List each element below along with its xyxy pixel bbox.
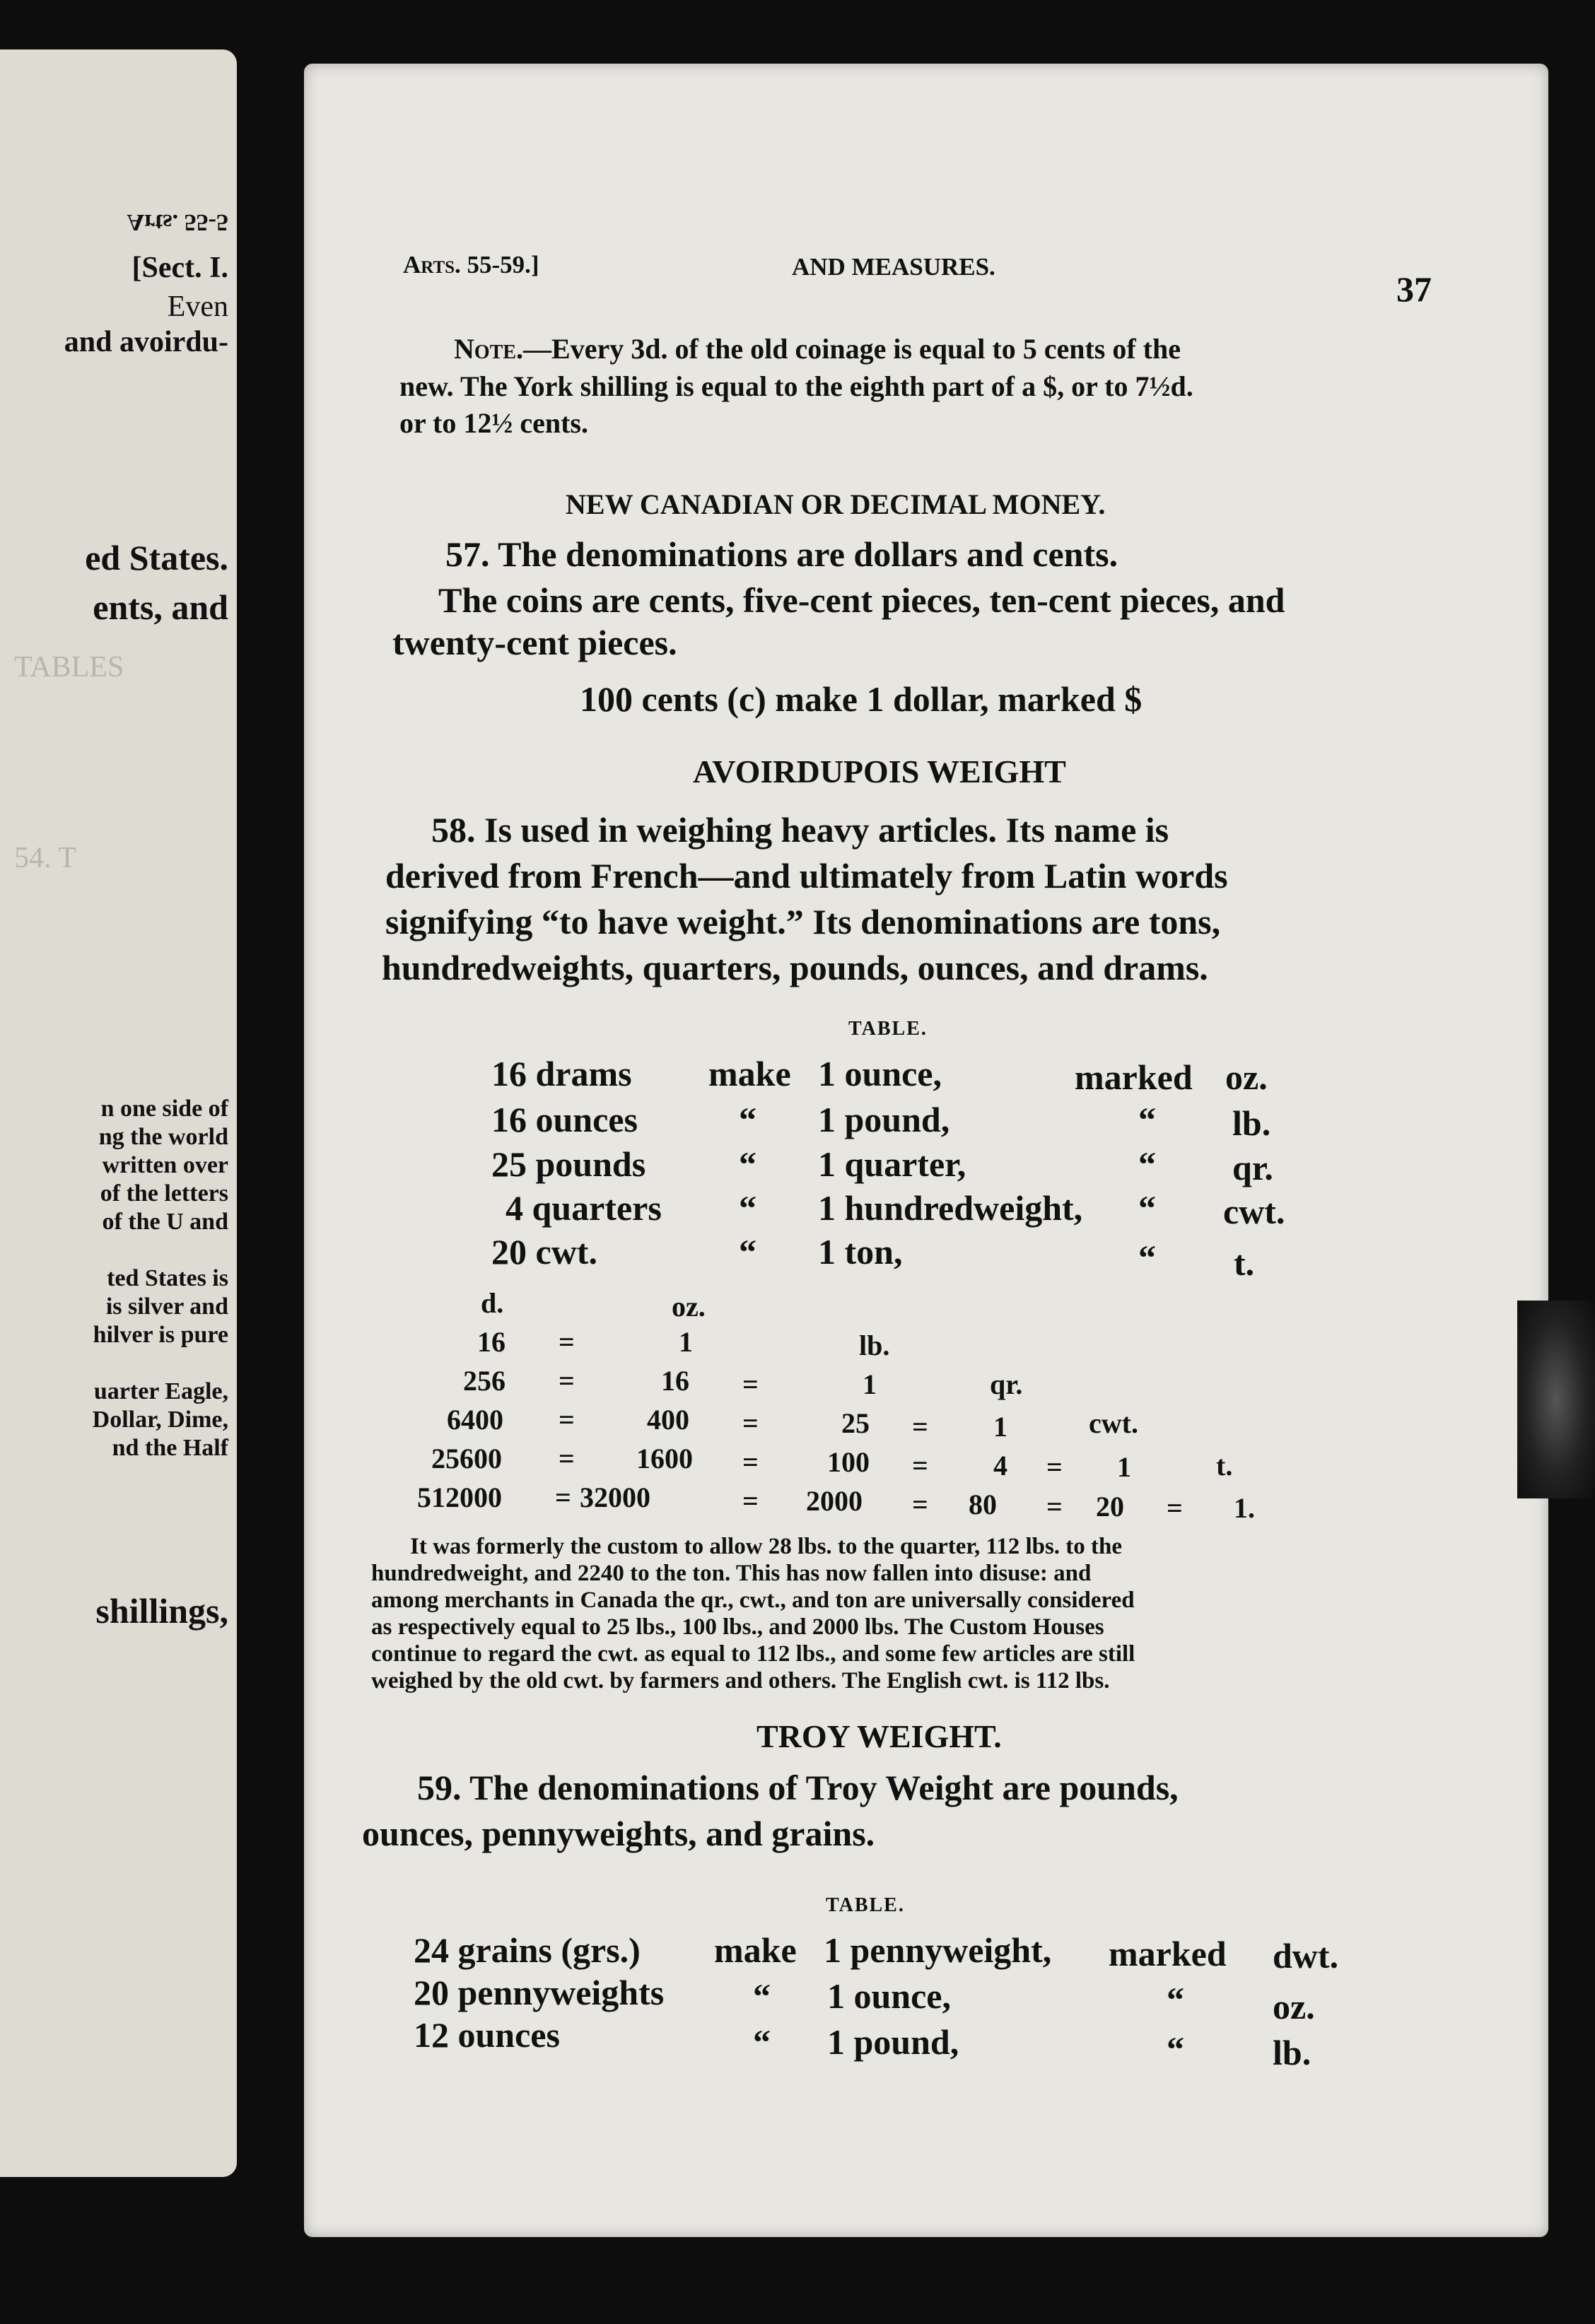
table-verb: “ [753,1976,771,2016]
section-heading: TROY WEIGHT. [756,1718,1002,1754]
left-line: ents, and [93,587,228,627]
paragraph-line: The coins are cents, five-cent pieces, ten-cent pieces, and [438,580,1285,620]
table-abbr: lb. [1273,2033,1311,2072]
equiv-header: lb. [859,1330,890,1361]
equiv-cell: 4 [993,1450,1007,1481]
equiv-cell: = [912,1489,928,1520]
equiv-cell: = [912,1450,928,1481]
note-line: new. The York shilling is equal to the eighth part of a $, or to 7½d. [399,370,1193,402]
table-verb: “ [753,2022,771,2062]
equiv-cell: 1 [1117,1451,1131,1483]
paragraph-line: hundredweights, quarters, pounds, ounces, and drams. [382,948,1208,987]
table-mark: “ [1138,1144,1156,1184]
remark-line: hundredweight, and 2240 to the ton. This has now fallen into disuse: and [371,1561,1092,1586]
article-text: The denominations are dollars and cents. [498,534,1118,574]
remark-line: continue to regard the cwt. as equal to 112 lbs., and some few articles are still [371,1641,1135,1667]
left-line: nd the Half [112,1435,228,1461]
equiv-cell: 1 [863,1368,877,1400]
table-abbr: qr. [1232,1148,1273,1187]
bleed-through-text: TABLES [14,651,124,683]
left-line: and avoirdu- [64,326,228,358]
article-59-line [417,1767,1179,1808]
left-line: Even [167,290,228,323]
equiv-cell: = [559,1443,575,1474]
table-verb: make [708,1054,791,1093]
table-verb: make [714,1930,797,1970]
article-text: Is used in weighing heavy articles. Its name is [484,810,1169,850]
table-equiv: 1 ton, [818,1232,903,1272]
table-abbr: dwt. [1273,1936,1339,1976]
table-mark: “ [1138,1100,1156,1139]
equiv-cell: 256 [463,1365,506,1397]
left-line: n one side of [100,1096,228,1122]
equiv-cell: = [742,1485,759,1517]
table-qty: 20 pennyweights [414,1973,665,2012]
table-mark: “ [1138,1188,1156,1228]
money-rule: 100 cents (c) make 1 dollar, marked $ [580,679,1143,719]
left-line: written over [102,1152,228,1178]
table-abbr: oz. [1225,1057,1268,1097]
table-abbr: t. [1234,1243,1255,1283]
section-heading: NEW CANADIAN OR DECIMAL MONEY. [566,488,1106,520]
note-line: or to 12½ cents. [399,407,588,439]
equiv-cell: 100 [827,1446,870,1478]
table-qty: 12 ounces [414,2015,560,2055]
equiv-cell: 6400 [447,1404,503,1436]
left-header-section: [Sect. I. [132,252,228,284]
table-qty: 24 grains (grs.) [414,1930,641,1970]
equiv-cell: = [1046,1451,1063,1483]
equiv-cell: = [559,1404,575,1436]
table-verb: “ [739,1188,756,1228]
equiv-cell: 20 [1096,1491,1124,1522]
table-equiv: 1 pound, [827,2022,959,2062]
article-number: 58. [431,810,476,850]
equiv-cell: = [555,1481,571,1513]
article-number: 59. [417,1768,462,1807]
left-line: shillings, [95,1591,228,1631]
equiv-cell: 25600 [431,1443,502,1474]
table-qty: 16 ounces [491,1100,638,1139]
paragraph-line: ounces, pennyweights, and grains. [362,1814,875,1853]
left-line: is silver and [105,1293,228,1320]
remark-line: among merchants in Canada the qr., cwt., and ton are universally considered [371,1588,1135,1613]
table-qty: 4 quarters [506,1188,662,1228]
note-line [454,332,1181,365]
remark-line: It was formerly the custom to allow 28 lbs. to the quarter, 112 lbs. to the [410,1534,1123,1559]
book-page [304,64,1548,2237]
equiv-cell: = [1167,1492,1183,1524]
left-line: of the letters [100,1180,228,1207]
scan-artifact [1517,1301,1595,1498]
paragraph-line: derived from French—and ultimately from Latin words [385,856,1228,896]
table-verb: “ [739,1144,756,1184]
left-line: ed States. [85,538,228,577]
left-facing-page [0,49,237,2177]
table-verb: “ [739,1100,756,1139]
equiv-cell: = [742,1446,759,1478]
table-abbr: lb. [1232,1103,1271,1143]
equiv-header: qr. [990,1368,1023,1400]
left-line: Dollar, Dime, [92,1407,228,1433]
table-qty: 16 drams [491,1054,632,1093]
paragraph-line: twenty-cent pieces. [392,623,677,662]
running-header-articles: Arts. 55-59.] [403,251,539,278]
equiv-header: cwt. [1089,1407,1138,1439]
table-equiv: 1 ounce, [827,1976,951,2016]
equiv-cell: 1. [1234,1492,1255,1524]
equiv-cell: 25 [841,1407,870,1439]
table-equiv: 1 pennyweight, [824,1930,1052,1970]
equiv-cell: 2000 [806,1485,863,1517]
equiv-cell: = [559,1365,575,1397]
table-equiv: 1 hundredweight, [818,1188,1083,1228]
equiv-header: oz. [672,1291,706,1322]
left-line: ted States is [107,1265,228,1291]
left-line: ng the world [98,1124,228,1150]
equiv-cell: = [559,1326,575,1358]
equiv-cell: 16 [477,1326,506,1358]
section-heading: AVOIRDUPOIS WEIGHT [693,753,1066,790]
note-lead: Note.— [454,333,552,365]
equiv-cell: 400 [647,1404,689,1436]
equiv-cell: = [742,1407,759,1439]
article-57-line [445,534,1118,575]
remark-line: weighed by the old cwt. by farmers and others. The English cwt. is 112 lbs. [371,1668,1110,1694]
article-text: The denominations of Troy Weight are pounds, [469,1768,1179,1807]
equiv-cell: 80 [969,1489,997,1520]
table-equiv: 1 ounce, [818,1054,942,1093]
table-qty: 20 cwt. [491,1232,597,1272]
equiv-cell: = [742,1368,759,1400]
table-verb: “ [739,1232,756,1272]
equiv-cell: 512000 [417,1481,502,1513]
left-line: hilver is pure [93,1322,228,1348]
article-58-line [431,809,1169,850]
paragraph-line: signifying “to have weight.” Its denominations are tons, [385,902,1221,941]
equiv-cell: 32000 [580,1481,650,1513]
table-label: TABLE. [826,1894,905,1916]
equiv-cell: 16 [661,1365,689,1397]
article-number: 57. [445,534,490,574]
equiv-cell: 1 [679,1326,693,1358]
left-line: uarter Eagle, [93,1378,228,1404]
table-qty: 25 pounds [491,1144,646,1184]
table-mark: “ [1167,1980,1184,2019]
table-mark: “ [1138,1238,1156,1277]
table-equiv: 1 quarter, [818,1144,966,1184]
left-line: of the U and [102,1209,228,1235]
table-abbr: oz. [1273,1987,1315,2026]
equiv-cell: 1 [993,1411,1007,1443]
equiv-cell: = [1046,1491,1063,1522]
table-abbr: cwt. [1223,1192,1285,1231]
remark-line: as respectively equal to 25 lbs., 100 lbs., and 2000 lbs. The Custom Houses [371,1614,1104,1640]
bleed-through-text: 54. T [14,842,76,874]
table-equiv: 1 pound, [818,1100,950,1139]
equiv-header: d. [481,1287,504,1319]
table-mark: marked [1109,1934,1227,1973]
page-number: 37 [1396,269,1432,309]
note-text: Every 3d. of the old coinage is equal to 5 cents of the [551,333,1181,365]
table-mark: marked [1075,1057,1193,1097]
equiv-cell: 1600 [636,1443,693,1474]
table-mark: “ [1167,2029,1184,2069]
table-label: TABLE. [848,1018,928,1040]
equiv-header: t. [1216,1450,1233,1481]
equiv-cell: = [912,1411,928,1443]
running-header-title: AND MEASURES. [792,253,995,281]
left-header-articles: Arts. 55-5 [127,209,228,235]
